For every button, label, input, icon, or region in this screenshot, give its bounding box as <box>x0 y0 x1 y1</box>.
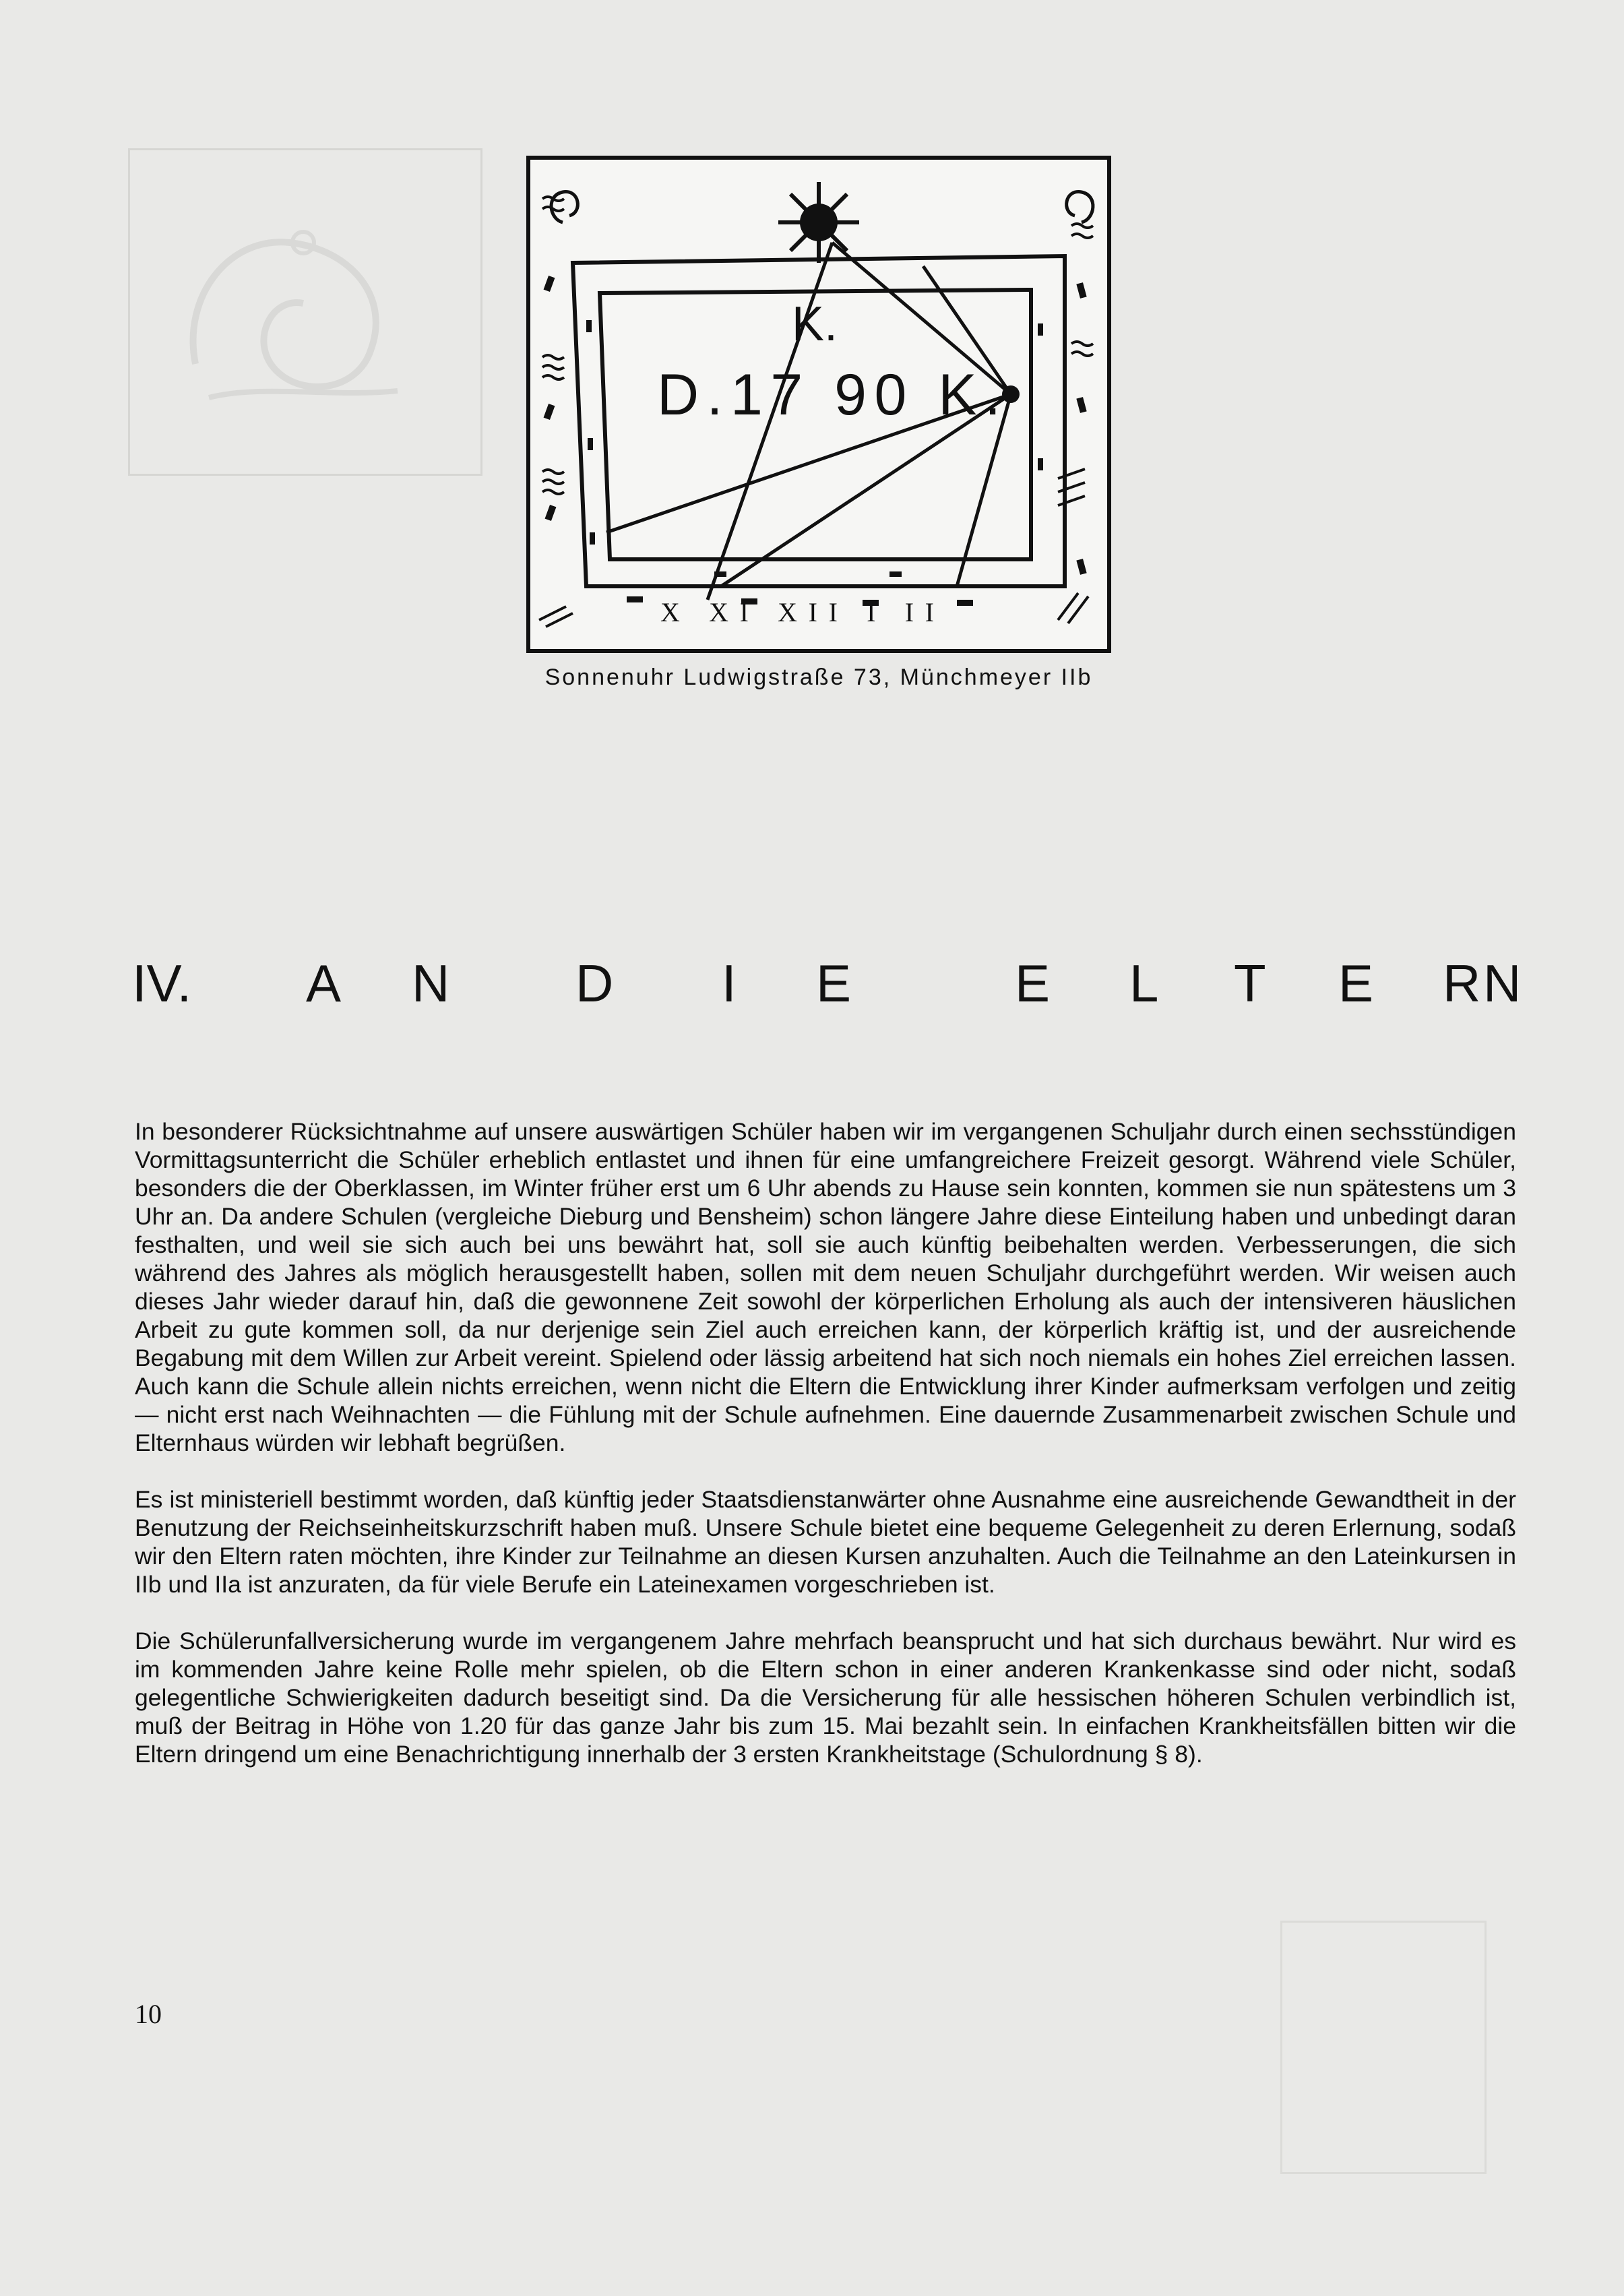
chapter-letter: E <box>1338 954 1374 1013</box>
bleed-through-crest <box>1280 1921 1487 2174</box>
paragraph: In besonderer Rücksichtnahme auf unsere auswärtigen Schüler haben wir im vergangenen Schuljahr durch einen sechsstündigen Vormittagsunterricht die Schüler erheblich entlastet und ihnen für eine umfangreichere Freizeit gesorgt. Während viele Schüler, besonders die der Oberklassen, im Winter früher erst um 6 Uhr abends zu Hause sein konnten, kommen sie nun spätestens um 3 Uhr an. Da andere Schulen (vergleiche Dieburg und Bensheim) schon längere Jahre diese Einteilung haben und unbedingt daran festhalten, und weil sie sich auch bei uns bewährt hat, soll sie auch künftig beibehalten werden. Verbesserungen, die sich während des Jahres als möglich herausgestellt haben, sollen mit dem neuen Schuljahr durchgeführt werden. Wir weisen auch dieses Jahr wieder darauf hin, daß die gewonnene Zeit sowohl der körperlichen Erholung als auch der intensiveren häuslichen Arbeit zu gute kommen soll, da nur derjenige sein Ziel auch erreichen kann, der körperlich kräftig ist, und der ausreichende Begabung mit dem Willen zur Arbeit vereint. Spielend oder lässig arbeitend hat sich noch niemals ein hohes Ziel erreichen lassen. Auch kann die Schule allein nichts erreichen, wenn nicht die Eltern die Entwicklung ihrer Kinder aufmerksam verfolgen und zeitig — nicht erst nach Weihnachten — die Fühlung mit der Schule aufnehmen. Eine dauernde Zusammenarbeit zwischen Schule und Elternhaus würden wir lebhaft begrüßen. <box>135 1118 1516 1456</box>
dial-year-text: D.17 90 K. <box>657 363 1001 427</box>
chapter-letter: N <box>412 954 450 1013</box>
page-number: 10 <box>135 1999 162 2029</box>
paragraph: Die Schülerunfallversicherung wurde im vergangenem Jahre mehrfach beansprucht und hat sich durchaus bewährt. Nur wird es im kommenden Jahre keine Rolle mehr spielen, ob die Eltern schon in einer anderen Krankenkasse sind oder nicht, sodaß gelegentliche Schwierigkeiten dadurch beseitigt sind. Da die Versicherung für alle hessischen höheren Schulen verbindlich ist, muß der Beitrag in Höhe von 1.20 für das ganze Jahr bis zum 15. Mai bezahlt sein. In einfachen Krankheitsfällen bitten wir die Eltern dringend um eine Benachrichtigung innerhalb der 3 ersten Krankheitstage (Schulordnung § 8). <box>135 1627 1516 1768</box>
sundial-figure <box>526 155 1112 654</box>
sun-icon <box>778 182 859 263</box>
figure-caption: Sonnenuhr Ludwigstraße 73, Münchmeyer IIb <box>544 664 1093 690</box>
chapter-letter: L <box>1129 954 1159 1013</box>
chapter-letter: E <box>1015 954 1051 1013</box>
chapter-number: IV. <box>132 954 192 1013</box>
chapter-letter: E <box>816 954 852 1013</box>
chapter-letter: A <box>306 954 342 1013</box>
chapter-letter: R <box>1443 954 1481 1013</box>
chapter-letter: D <box>575 954 614 1013</box>
chapter-letter: T <box>1234 954 1266 1013</box>
dial-corner-text: K. <box>792 297 838 351</box>
body-text <box>135 1117 1516 1797</box>
chapter-heading <box>132 953 1520 1014</box>
sundial-drawing <box>526 155 1112 654</box>
bleed-through-ornament <box>168 195 425 418</box>
chapter-letter: N <box>1483 954 1522 1013</box>
paragraph: Es ist ministeriell bestimmt worden, daß künftig jeder Staatsdienstanwärter ohne Ausnahme eine ausreichende Gewandtheit in der Benutzung der Reichseinheitskurzschrift haben muß. Unsere Schule bietet eine bequeme Gelegenheit zu deren Erlernung, sodaß wir den Eltern raten möchten, ihre Kinder zur Teilnahme an diesen Kursen anzuhalten. Auch die Teilnahme an den Lateinkursen in IIb und IIa ist anzuraten, da für viele Berufe ein Lateinexamen vorgeschrieben ist. <box>135 1486 1516 1598</box>
chapter-letter: I <box>722 954 737 1013</box>
dial-hour-numerals: X XI XII I II <box>660 597 943 627</box>
